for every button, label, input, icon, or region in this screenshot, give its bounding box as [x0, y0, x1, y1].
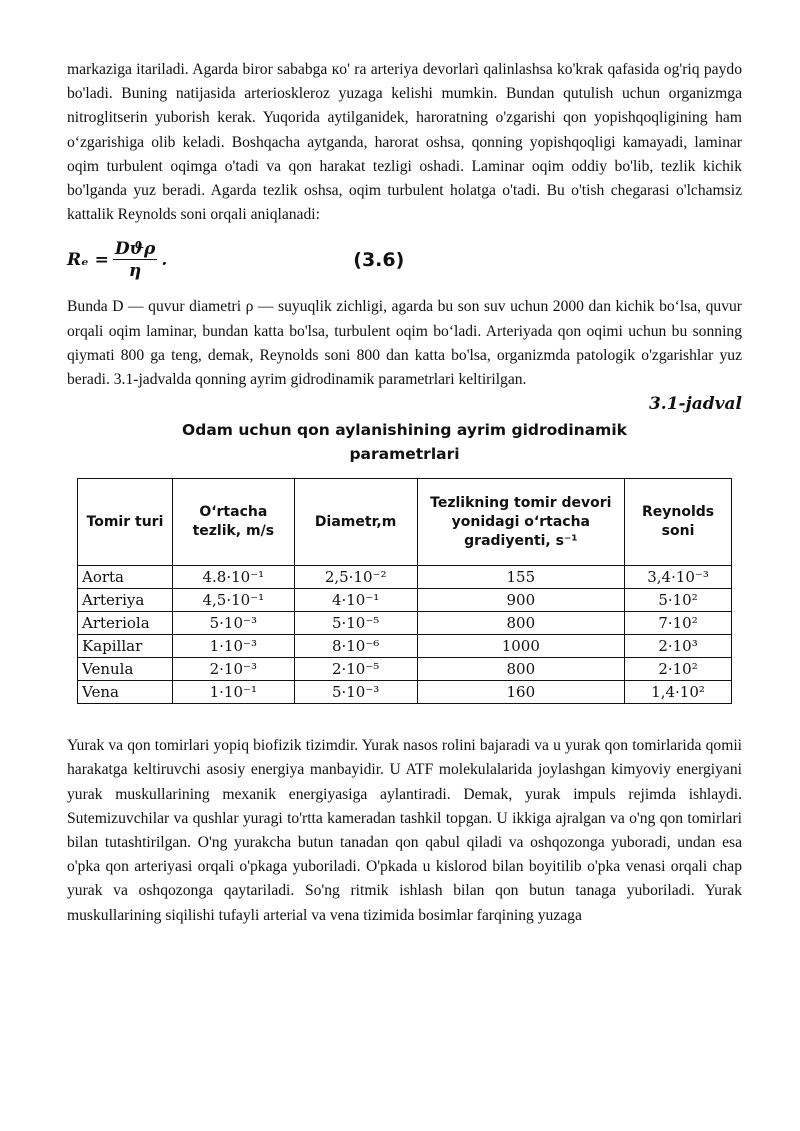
cell-diameter: 2·10⁻⁵ [294, 658, 417, 681]
cell-vessel: Vena [78, 681, 173, 704]
table-row [78, 566, 732, 589]
formula-fraction [113, 239, 157, 282]
cell-reynolds: 1,4·10² [625, 681, 732, 704]
table-title-line1: Odam uchun qon aylanishining ayrim gidrodinamik [182, 421, 627, 440]
reynolds-formula [67, 231, 742, 289]
cell-velocity: 1·10⁻³ [172, 635, 294, 658]
cell-gradient: 900 [417, 589, 625, 612]
cell-gradient: 155 [417, 566, 625, 589]
cell-velocity: 1·10⁻¹ [172, 681, 294, 704]
cell-velocity: 4.8·10⁻¹ [172, 566, 294, 589]
cell-diameter: 8·10⁻⁶ [294, 635, 417, 658]
cell-vessel: Arteriya [78, 589, 173, 612]
cell-reynolds: 5·10² [625, 589, 732, 612]
cell-velocity: 4,5·10⁻¹ [172, 589, 294, 612]
cell-vessel: Kapillar [78, 635, 173, 658]
header-reynolds-number: Reynolds soni [625, 479, 732, 566]
formula-expression [67, 239, 167, 282]
table-row [78, 658, 732, 681]
header-diameter: Diametr,m [294, 479, 417, 566]
cell-vessel: Arteriola [78, 612, 173, 635]
table-row [78, 635, 732, 658]
paragraph-explanation: Bunda D — quvur diametri ρ — suyuqlik zichligi, agarda bu son suv uchun 2000 dan kichik bo‘lsa, quvur orqali oqim laminar, bundan katta bo'lsa, turbulent oqim bo‘ladi. Arteriyada qon oqimi uchun bu sonning qiymati 800 ga teng, demak, Reynolds soni 800 dan katta bo'lsa, organizmda patologik o'zgarishlar yuz beradi. 3.1-jadvalda qonning ayrim gidrodinamik parametrlari keltirilgan. [67, 298, 742, 389]
table-header-row [78, 479, 732, 566]
cell-gradient: 800 [417, 612, 625, 635]
cell-vessel: Venula [78, 658, 173, 681]
formula-dot: . [161, 250, 168, 271]
cell-diameter: 5·10⁻⁵ [294, 612, 417, 635]
table-label: 3.1-jadval [648, 394, 742, 415]
cell-gradient: 800 [417, 658, 625, 681]
cell-reynolds: 3,4·10⁻³ [625, 566, 732, 589]
cell-reynolds: 7·10² [625, 612, 732, 635]
table-row [78, 612, 732, 635]
cell-velocity: 2·10⁻³ [172, 658, 294, 681]
cell-reynolds: 2·10² [625, 658, 732, 681]
formula-denominator: η [128, 260, 142, 281]
cell-diameter: 2,5·10⁻² [294, 566, 417, 589]
table-row [78, 589, 732, 612]
cell-diameter: 4·10⁻¹ [294, 589, 417, 612]
cell-reynolds: 2·10³ [625, 635, 732, 658]
hydrodynamic-parameters-table [77, 478, 732, 704]
table-title [67, 418, 742, 466]
cell-diameter: 5·10⁻³ [294, 681, 417, 704]
header-vessel-type: Tomir turi [78, 479, 173, 566]
cell-gradient: 160 [417, 681, 625, 704]
table-title-line2: parametrlari [349, 445, 460, 464]
table-row [78, 681, 732, 704]
cell-gradient: 1000 [417, 635, 625, 658]
paragraph-heart: Yurak va qon tomirlari yopiq biofizik tizimdir. Yurak nasos rolini bajaradi va u yurak qon tomirlarida qomii harakatga keltiruvchi asosiy energiya manbayidir. U ATF molekulalarida joylashgan kimyoviy energiyani yurak muskullarining mexanik energiyasiga aylantiradi. Demak, yurak impuls rejimda ishlaydi. Sutemizuvchilar va qushlar yuragi to'rtta kameradan tashkil topgan. U ikkiga ajralgan va o'ng qon tomirlari bilan tutashtirilgan. O'ng yurakcha butun tanadan qon qabul qiladi va oshqozonga yuboradi, undan esa o'pka qon arteriyasi orqali o'pkaga yuboriladi. O'pkada u kislorod bilan boyitilib o'pka venasi orqali chap yurak va oshqozonga qaytariladi. So'ng ritmik ishlash bilan qon butun tanaga yuboriladi. Yurak muskullarining siqilishi tufayli arterial va vena tizimida bosimlar farqining yuzaga [67, 737, 742, 924]
header-wall-gradient: Tezlikning tomir devori yonidagi o‘rtacha gradiyenti, s⁻¹ [417, 479, 625, 566]
document-page [67, 58, 742, 928]
formula-lhs: Rₑ = [67, 250, 109, 271]
paragraph-intro: markaziga itariladi. Agarda biror sababga кo' ra arteriya devorlarì qalinlashsa ko'krak qafasida og'riq paydo bo'ladi. Buning natijasida arterioskleroz yuzaga kelishi mumkin. Bundan qutulish uchun organizmga nitroglitserin yuborish kerak. Yuqorida aytilganidek, haroratning o'zgarishi qon yopishqoqligining ham o‘zgarishiga olib keladi. Boshqacha aytganda, harorat oshsa, qonning yopishqoqligi kamayadi, laminar oqim turbulent oqimga o'tadi va qon harakat tezligi oshadi. Laminar oqim oddiy bo'lib, tezlik kichik bo'lganda yuz beradi. Agarda tezlik oshsa, oqim turbulent holatga o'tadi. Bu o'tish chegarasi o'lchamsiz kattalik Reynolds soni orqali aniqlanadi: [67, 61, 742, 224]
header-average-velocity: O‘rtacha tezlik, m/s [172, 479, 294, 566]
cell-vessel: Aorta [78, 566, 173, 589]
cell-velocity: 5·10⁻³ [172, 612, 294, 635]
formula-numerator: Dϑρ [114, 238, 156, 259]
equation-number: (3.6) [353, 249, 405, 272]
